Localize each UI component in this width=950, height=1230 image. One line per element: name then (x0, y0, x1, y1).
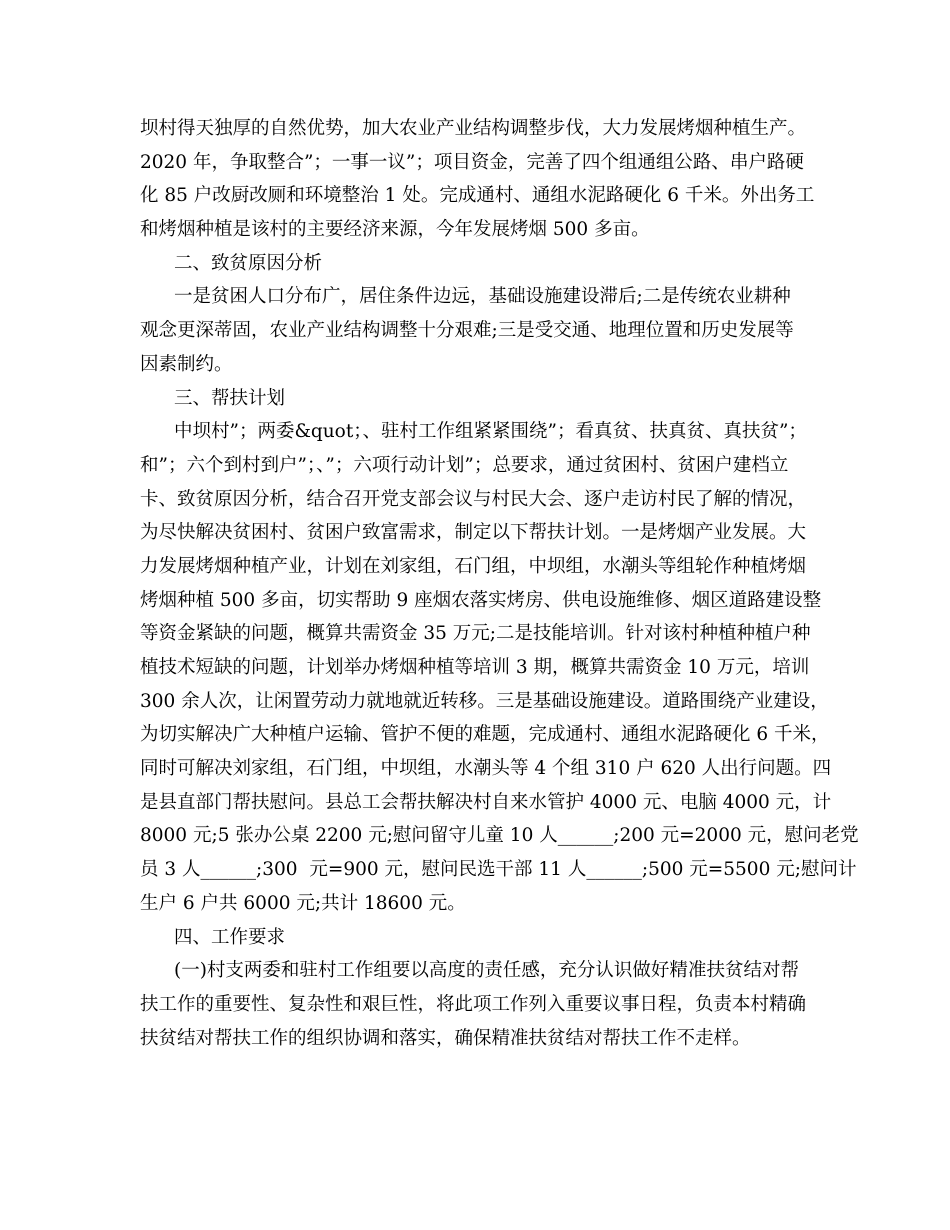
text-line: (一)村支两委和驻村工作组要以高度的责任感，充分认识做好精准扶贫结对帮 (174, 960, 799, 982)
text-line: 同时可解决刘家组，石门组，中坝组，水潮头等 4 个组 310 户 620 人出行问题。四 (140, 758, 832, 780)
text-line: 员 3 人______;300 元=900 元，慰问民选干部 11 人______;500 元=5500 元;慰问计 (140, 859, 857, 881)
text-line: 烤烟种植 500 多亩，切实帮助 9 座烟农落实烤房、供电设施维修、烟区道路建设整 (140, 589, 822, 611)
text-line: 2020 年，争取整合”；一事一议”；项目资金，完善了四个组通组公路、串户路硬 (140, 151, 804, 173)
text-line: 和”；六个到村到户”；、”；六项行动计划”；总要求，通过贫困村、贫困户建档立 (140, 454, 789, 476)
text-line: 力发展烤烟种植产业，计划在刘家组，石门组，中坝组，水潮头等组轮作种植烤烟 (140, 555, 807, 577)
document-body (140, 112, 859, 1055)
text-line: 观念更深蒂固，农业产业结构调整十分艰难;三是受交通、地理位置和历史发展等 (140, 320, 794, 342)
text-line: 植技术短缺的问题，计划举办烤烟种植等培训 3 期，概算共需资金 10 万元，培训 (140, 657, 810, 678)
text-line: 和烤烟种植是该村的主要经济来源，今年发展烤烟 500 多亩。 (140, 219, 650, 241)
text-line: 是县直部门帮扶慰问。县总工会帮扶解决村自来水管护 4000 元、电脑 4000 元，计 (140, 791, 832, 813)
text-line: 因素制约。 (140, 353, 233, 375)
text-line: 三、帮扶计划 (174, 387, 286, 409)
text-line: 坝村得天独厚的自然优势，加大农业产业结构调整步伐，大力发展烤烟种植生产。 (140, 118, 807, 139)
text-line: 等资金紧缺的问题，概算共需资金 35 万元;二是技能培训。针对该村种植种植户种 (140, 623, 811, 645)
text-line: 8000 元;5 张办公桌 2200 元;慰问留守儿童 10 人______;200 元=2000 元，慰问老党 (140, 825, 859, 847)
text-line: 中坝村”；两委&quot；、驻村工作组紧紧围绕”；看真贫、扶真贫、真扶贫”； (174, 421, 807, 443)
text-line: 卡、致贫原因分析，结合召开党支部会议与村民大会、逐户走访村民了解的情况， (140, 488, 807, 510)
text-line: 二、致贫原因分析 (174, 252, 323, 274)
text-line: 为切实解决广大种植户运输、管护不便的难题，完成通村、通组水泥路硬化 6 千米， (140, 724, 830, 746)
text-line: 化 85 户改厨改厕和环境整治 1 处。完成通村、通组水泥路硬化 6 千米。外出务工 (140, 185, 815, 207)
text-line: 扶工作的重要性、复杂性和艰巨性，将此项工作列入重要议事日程，负责本村精确 (140, 993, 807, 1015)
text-line: 扶贫结对帮扶工作的组织协调和落实，确保精准扶贫结对帮扶工作不走样。 (140, 1027, 751, 1049)
text-line: 为尽快解决贫困村、贫困户致富需求，制定以下帮扶计划。一是烤烟产业发展。大 (140, 522, 807, 544)
text-line: 300 余人次，让闲置劳动力就地就近转移。三是基础设施建设。道路围绕产业建设， (140, 690, 829, 712)
text-line: 生户 6 户共 6000 元;共计 18600 元。 (140, 892, 466, 914)
text-line: 一是贫困人口分布广，居住条件边远，基础设施建设滞后;二是传统农业耕种 (174, 286, 791, 308)
text-line: 四、工作要求 (174, 926, 286, 948)
